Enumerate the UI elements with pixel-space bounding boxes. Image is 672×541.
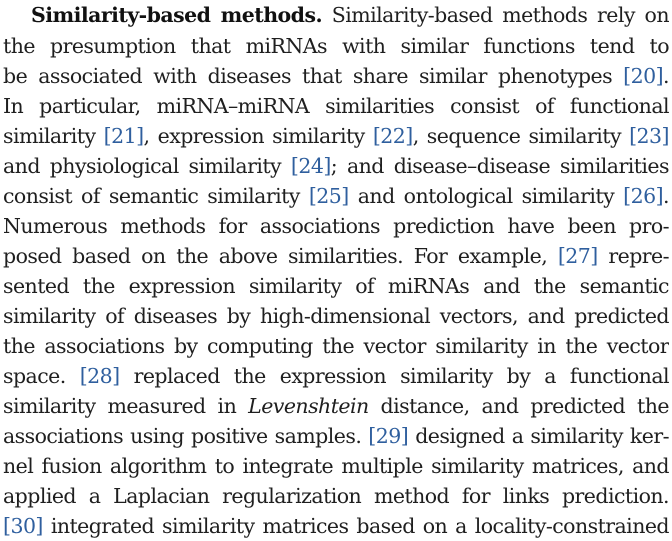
paragraph-line-14: similarity measured in Levenshtein distance, and predicted the (3, 394, 669, 418)
paragraph-line-8: Numerous methods for associations prediction have been pro- (3, 214, 669, 238)
citation-link[interactable]: [20] (623, 64, 664, 88)
citation-link[interactable]: [25] (308, 184, 349, 208)
citation-link[interactable]: [26] (623, 184, 664, 208)
section-heading: Similarity-based methods. (31, 3, 323, 27)
citation-link[interactable]: [28] (79, 364, 120, 388)
paragraph-line-3: be associated with diseases that share similar phenotypes [20]. (3, 64, 669, 88)
paragraph-line-16: nel fusion algorithm to integrate multiple similarity matrices, and (3, 454, 669, 478)
paragraph-line-10: sented the expression similarity of miRNAs and the semantic (3, 274, 669, 298)
paragraph-line-7: consist of semantic similarity [25] and ontological similarity [26]. (3, 184, 669, 208)
citation-link[interactable]: [29] (368, 424, 409, 448)
paragraph-line-4: In particular, miRNA–miRNA similarities consist of functional (3, 94, 669, 118)
citation-link[interactable]: [24] (290, 154, 331, 178)
paragraph-line-11: similarity of diseases by high-dimensional vectors, and predicted (3, 304, 669, 328)
paragraph-line-2: the presumption that miRNAs with similar functions tend to (3, 34, 669, 58)
paragraph-line-5: similarity [21], expression similarity [22], sequence similarity [23] (3, 124, 669, 148)
paragraph-line-6: and physiological similarity [24]; and disease–disease similarities (3, 154, 669, 178)
paragraph-line-1 (3, 0, 669, 31)
paragraph-line-9: posed based on the above similarities. For example, [27] repre- (3, 244, 669, 268)
paragraph-line-18: [30] integrated similarity matrices based on a locality-constrained (3, 514, 669, 538)
citation-link[interactable]: [22] (372, 124, 413, 148)
paragraph-line-17: applied a Laplacian regularization method for links prediction. (3, 484, 669, 508)
citation-link[interactable]: [27] (557, 244, 598, 268)
paper-paragraph (3, 0, 669, 541)
paragraph-line-12: the associations by computing the vector similarity in the vector (3, 334, 669, 358)
paragraph-line-15: associations using positive samples. [29] designed a similarity ker- (3, 424, 669, 448)
citation-link[interactable]: [21] (103, 124, 144, 148)
paragraph-line-13: space. [28] replaced the expression similarity by a functional (3, 364, 669, 388)
citation-link[interactable]: [23] (629, 124, 669, 148)
citation-link[interactable]: [30] (3, 514, 43, 538)
italic-term: Levenshtein (248, 394, 369, 418)
line-1-text: Similarity-based methods rely on (322, 3, 669, 27)
